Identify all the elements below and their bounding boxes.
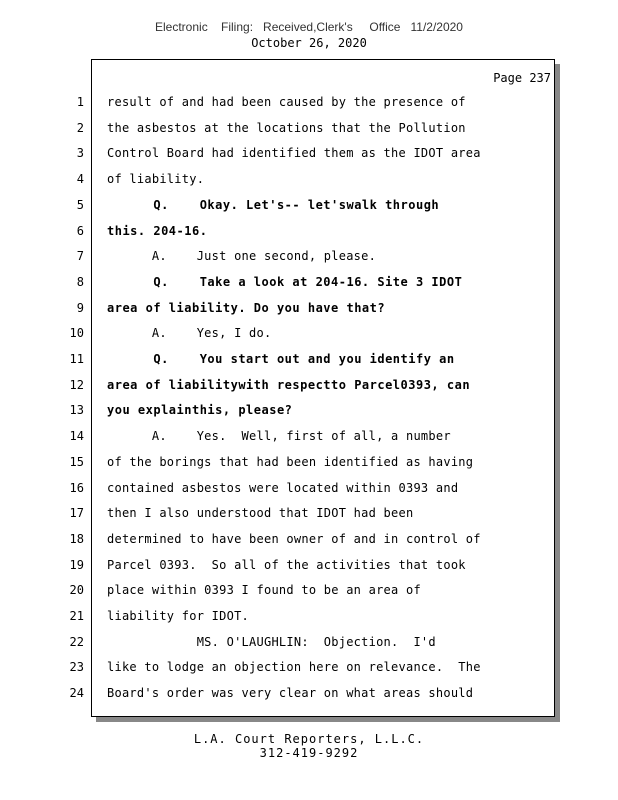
transcript-line [0,323,618,343]
document-date: October 26, 2020 [251,36,367,50]
transcript-line [0,503,618,523]
line-text: Q. Okay. Let's-- let'swalk through [107,197,440,212]
line-text: A. Yes, I do. [107,326,272,341]
line-number: 21 [69,609,84,623]
line-text: MS. O'LAUGHLIN: Objection. I'd [107,634,436,649]
transcript-line [0,400,618,420]
line-text: of liability. [107,172,205,187]
line-text: then I also understood that IDOT had been [107,506,414,521]
line-number: 18 [69,531,84,546]
transcript-line [0,246,618,266]
filing-stamp: Electronic Filing: Received,Clerk's Office 11/2/2020 [155,20,463,34]
transcript-line [0,452,618,472]
line-number: 5 [76,197,84,212]
line-text: like to lodge an objection here on relevance. The [107,660,481,675]
line-number: 20 [69,583,84,598]
transcript-line [0,118,618,138]
reporter-phone: 312-419-9292 [259,746,359,760]
transcript-line [0,478,618,498]
line-text: area of liability. Do you have that? [107,300,386,315]
line-text: Parcel 0393. So all of the activities that took [107,557,466,572]
line-text: of the borings that had been identified as having [107,454,474,469]
line-number: 13 [69,403,84,418]
transcript-line [0,683,618,703]
transcript-line [0,221,618,241]
reporter-company: L.A. Court Reporters, L.L.C. [193,732,425,746]
transcript-line [0,606,618,626]
line-number: 8 [76,274,84,289]
line-text: this. 204-16. [107,223,208,238]
line-text: determined to have been owner of and in control of [107,531,481,546]
line-number: 15 [69,454,84,469]
transcript-line [0,426,618,446]
line-number: 7 [76,249,84,264]
transcript-line [0,657,618,677]
line-number: 19 [69,557,84,572]
line-text: you explainthis, please? [107,403,293,418]
line-number: 17 [69,506,84,521]
line-text: Q. You start out and you identify an [107,352,455,366]
transcript-line [0,632,618,652]
transcript-line [0,195,618,215]
transcript-line [0,375,618,395]
line-number: 22 [69,634,84,649]
line-number: 10 [69,326,84,341]
line-text: Control Board had identified them as the IDOT area [107,146,481,161]
line-number: 2 [76,120,84,135]
line-number: 24 [69,686,84,701]
line-text: Board's order was very clear on what areas should [107,686,474,701]
line-text: A. Just one second, please. [107,249,377,264]
line-number: 12 [69,377,84,392]
line-text: place within 0393 I found to be an area of [107,583,421,598]
line-number: 11 [69,352,84,366]
page-number: Page 237 [493,71,551,85]
line-number: 3 [76,146,84,161]
transcript-line [0,555,618,575]
line-text: A. Yes. Well, first of all, a number [107,429,451,444]
transcript-line [0,92,618,112]
line-number: 4 [76,172,84,187]
line-number: 14 [69,429,84,444]
transcript-line [0,272,618,292]
transcript-line [0,169,618,189]
transcript-line [0,349,618,369]
line-text: Q. Take a look at 204-16. Site 3 IDOT [107,274,463,289]
line-text: area of liabilitywith respectto Parcel0393, can [107,377,471,392]
transcript-line [0,580,618,600]
transcript-line [0,529,618,549]
footer [0,732,618,760]
line-text: contained asbestos were located within 0393 and [107,480,459,495]
transcript-line [0,143,618,163]
line-number: 9 [76,300,84,315]
line-text: liability for IDOT. [107,609,250,623]
line-text: result of and had been caused by the presence of [107,95,466,109]
transcript-line [0,298,618,318]
line-number: 1 [76,95,84,109]
line-number: 6 [76,223,84,238]
line-number: 16 [69,480,84,495]
line-number: 23 [69,660,84,675]
line-text: the asbestos at the locations that the Pollution [107,120,466,135]
